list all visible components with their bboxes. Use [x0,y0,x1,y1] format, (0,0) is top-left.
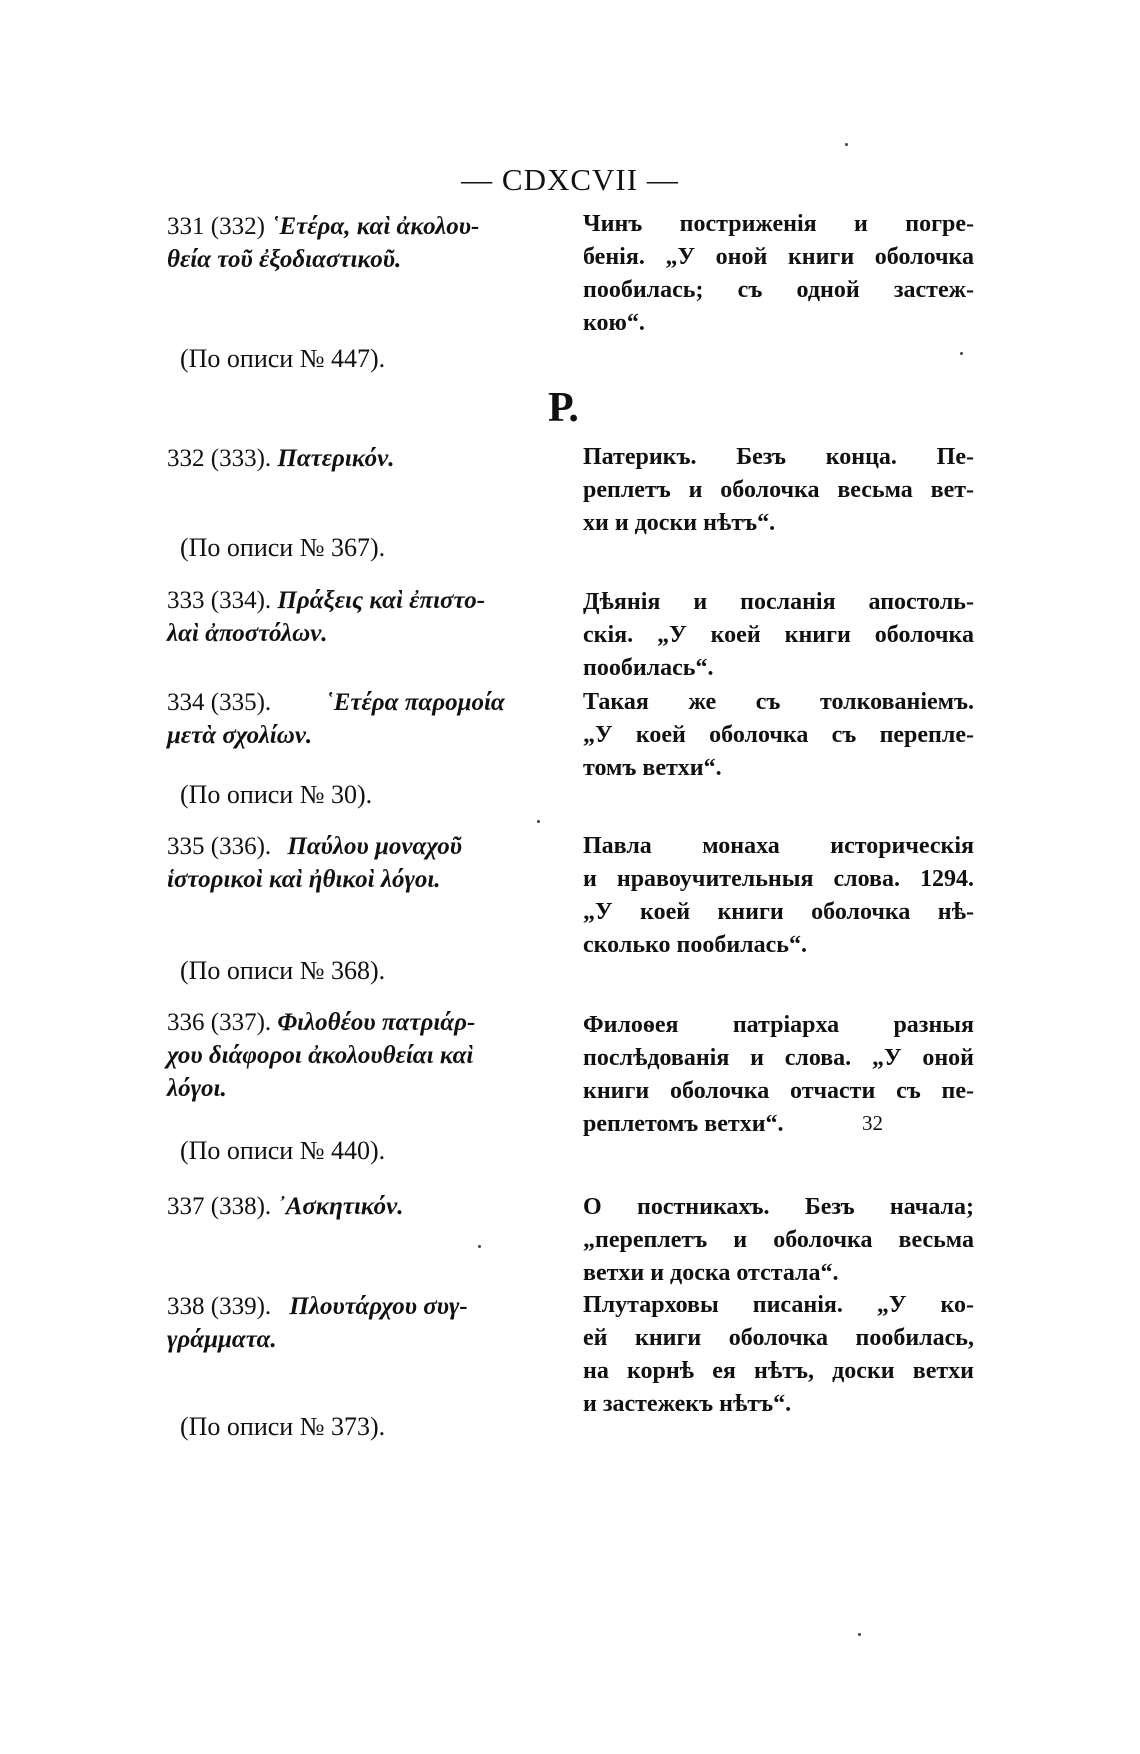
entry-332-title [167,442,567,475]
entry-331-reference: (По описи № 447). [180,344,386,373]
description-line: „У коей книги оболочка нѣ- [583,899,974,925]
description-line: О постникахъ. Безъ начала; [583,1194,974,1220]
greek-title-line: Πράξεις καὶ ἐπιστο- [277,587,486,614]
description-line: Плутарховы писанія. „У ко- [583,1292,974,1318]
description-line: „У коей оболочка съ перепле- [583,722,974,748]
page-number: 32 [862,1111,883,1135]
scan-speck [960,352,963,355]
entry-335-description [583,830,974,962]
entry-333-title [167,584,567,650]
scan-speck [845,143,848,146]
greek-title-line: χου διάφοροι ἀκολουθείαι καὶ [167,1042,474,1069]
greek-title-line: γράμματα. [167,1326,277,1353]
description-line: послѣдованія и слова. „У оной [583,1045,974,1071]
entry-338-title [167,1290,567,1356]
description-line: пообилась; съ одной застеж- [583,277,974,303]
entry-number: 338 (339). [167,1293,272,1320]
description-line: Чинъ постриженія и погре- [583,211,974,237]
description-line: реплетомъ ветхи“. [583,1111,784,1137]
scan-speck [537,820,540,823]
description-line: Павла монаха историческія [583,833,974,859]
entry-334-title [167,686,567,752]
entry-number: 332 (333). [167,445,272,472]
scan-speck [858,1633,861,1636]
description-line: бенія. „У оной книги оболочка [583,244,974,270]
description-line: реплетъ и оболочка весьма вет- [583,477,974,503]
entry-331-description [583,208,974,340]
entry-338-description [583,1289,974,1421]
entry-337-description [583,1191,974,1290]
entry-number: 335 (336). [167,833,272,860]
entry-336-title [167,1006,567,1105]
description-line: Филоѳея патріарха разныя [583,1012,974,1038]
entry-334-description [583,686,974,785]
description-line: Такая же съ толкованіемъ. [583,689,974,715]
description-line: и застежекъ нѣтъ“. [583,1391,792,1417]
scan-speck [478,1245,481,1248]
greek-title-line: ᾿Ασκητικόν. [277,1193,404,1220]
entry-335-reference: (По описи № 368). [180,956,386,985]
greek-title-line: λαὶ ἀποστόλων. [167,620,328,647]
entry-336-reference: (По описи № 440). [180,1136,386,1165]
entry-335-title [167,830,567,896]
entry-number: 333 (334). [167,587,272,614]
description-line: хи и доски нѣтъ“. [583,510,776,536]
description-line: сколько пообилась“. [583,932,807,958]
description-line: на корнѣ ея нѣтъ, доски ветхи [583,1358,974,1384]
description-line: пообилась“. [583,655,714,681]
greek-title-line: μετὰ σχολίων. [167,722,313,749]
greek-title-line: θεία τοῦ ἐξοδιαστικοῦ. [167,246,402,273]
entry-number: 331 (332) [167,213,265,240]
greek-title-line: ῾Ετέρα, καὶ ἀκολου- [271,213,480,240]
entry-331-title [167,210,567,276]
page-header: — CDXCVII — [461,162,679,197]
entry-332-description [583,441,974,540]
entry-number: 336 (337). [167,1009,272,1036]
entry-332-reference: (По описи № 367). [180,533,386,562]
greek-title-line: Πλουτάρχου συγ- [289,1293,468,1320]
entry-334-reference: (По описи № 30). [180,780,373,809]
description-line: ей книги оболочка пообилась, [583,1325,974,1351]
entry-336-description [583,1009,974,1141]
greek-title-line: ῾Ετέρα παρομοία [325,689,505,716]
description-line: книги оболочка отчасти съ пе- [583,1078,974,1104]
greek-title-line: Πατερικόν. [277,445,395,472]
description-line: томъ ветхи“. [583,755,722,781]
greek-title-line: Παύλου μοναχοῦ [287,833,462,860]
entry-number: 334 (335). [167,689,272,716]
greek-title-line: Φιλοθέου πατριάρ- [277,1009,476,1036]
entry-number: 337 (338). [167,1193,272,1220]
entry-338-reference: (По описи № 373). [180,1412,386,1441]
description-line: Патерикъ. Безъ конца. Пе- [583,444,974,470]
description-line: скія. „У коей книги оболочка [583,622,974,648]
description-line: Дѣянія и посланія апостоль- [583,589,974,615]
description-line: ветхи и доска отстала“. [583,1260,839,1286]
entry-333-description [583,586,974,685]
entry-337-title [167,1190,567,1223]
greek-title-line: λόγοι. [167,1075,227,1102]
greek-title-line: ἱστορικοὶ καὶ ἠθικοὶ λόγοι. [167,866,441,893]
description-line: „переплетъ и оболочка весьма [583,1227,974,1253]
description-line: кою“. [583,310,645,336]
section-letter: Р. [548,385,579,431]
description-line: и нравоучительныя слова. 1294. [583,866,974,892]
